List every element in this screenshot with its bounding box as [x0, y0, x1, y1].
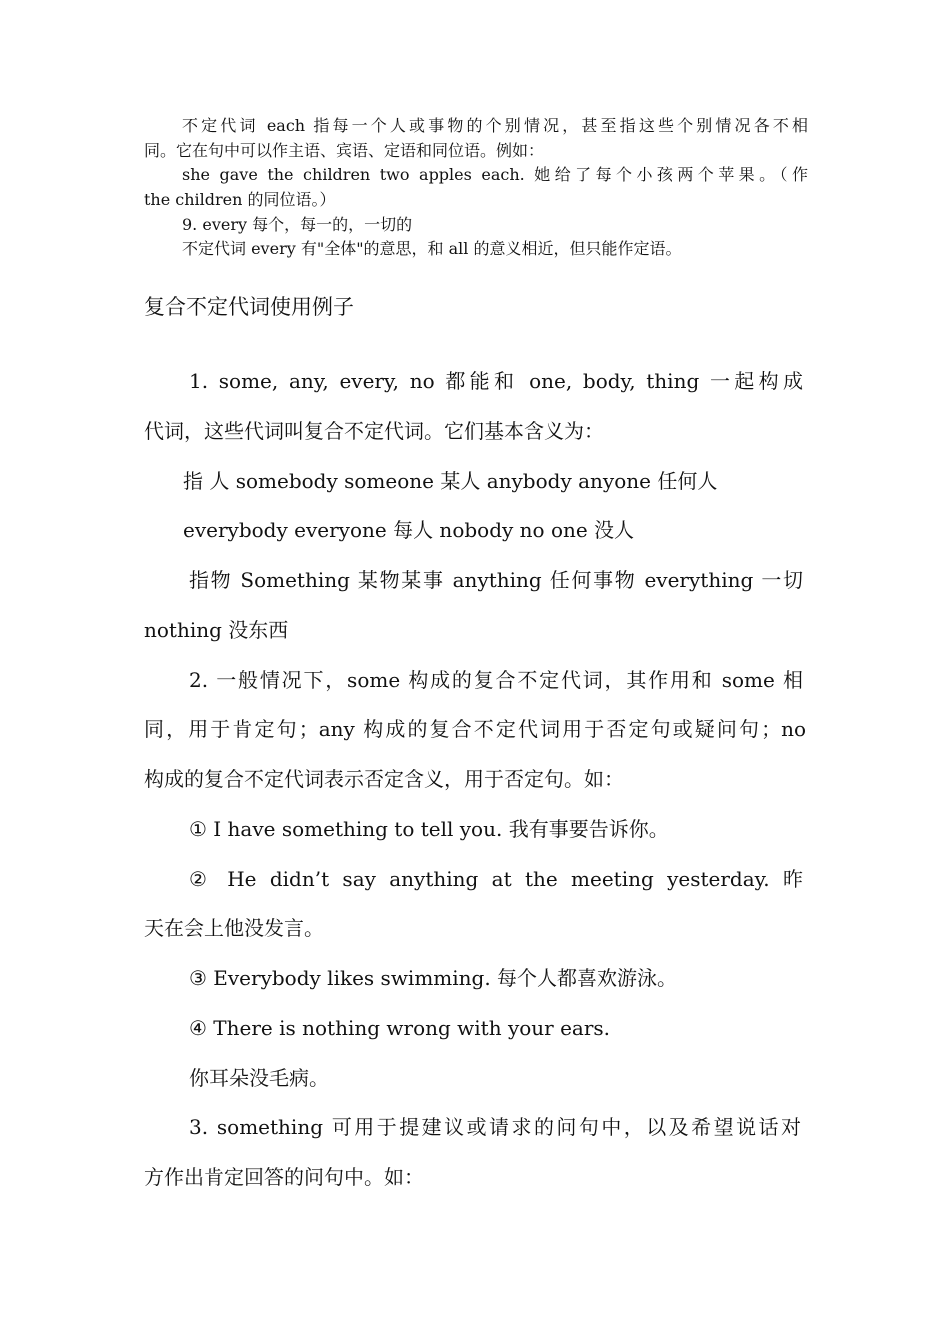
point-2-line-1: 2. 一般情况下，some 构成的复合不定代词，其作用和 some 相	[189, 668, 803, 692]
example-2-line-1: ② He didn’t say anything at the meeting yesterday. 昨	[189, 867, 803, 891]
example-2-line-2: 天在会上他没发言。	[144, 916, 324, 940]
point-2-line-2: 同，用于肯定句；any 构成的复合不定代词用于否定句或疑问句；no	[144, 717, 806, 741]
point-2-line-3: 构成的复合不定代词表示否定含义，用于否定句。如：	[144, 767, 624, 791]
paragraph-each-line-2: 同。它在句中可以作主语、宾语、定语和同位语。例如：	[144, 141, 545, 160]
thing-pronouns-line-1: 指物 Something 某物某事 anything 任何事物 everything 一切	[189, 568, 803, 592]
point-3-line-1: 3. something 可用于提建议或请求的问句中，以及希望说话对	[189, 1115, 801, 1139]
example-4-line-1: ④ There is nothing wrong with your ears.	[189, 1016, 611, 1040]
example-each-line-2: the children 的同位语。）	[144, 190, 336, 209]
paragraph-each-line-1: 不定代词 each 指每一个人或事物的个别情况，甚至指这些个别情况各不相	[182, 116, 808, 135]
example-each-line-1: she gave the children two apples each. 她给了每个小孩两个苹果。（作	[182, 165, 808, 184]
people-pronouns-line-2: everybody everyone 每人 nobody no one 没人	[183, 518, 635, 542]
point-1-line-2: 代词，这些代词叫复合不定代词。它们基本含义为：	[144, 419, 604, 443]
people-pronouns-line-1: 指 人 somebody someone 某人 anybody anyone 任何人	[183, 469, 718, 493]
point-1-line-1: 1. some, any, every, no 都能和 one, body, thing 一起构成	[189, 369, 803, 393]
thing-pronouns-line-2: nothing 没东西	[144, 618, 289, 642]
example-3: ③ Everybody likes swimming. 每个人都喜欢游泳。	[189, 966, 678, 990]
example-4-line-2: 你耳朵没毛病。	[189, 1066, 329, 1090]
item-9-every-title: 9. every 每个，每一的，一切的	[182, 215, 413, 234]
paragraph-every: 不定代词 every 有"全体"的意思，和 all 的意义相近，但只能作定语。	[182, 239, 682, 258]
example-1: ① I have something to tell you. 我有事要告诉你。	[189, 817, 669, 841]
section-heading: 复合不定代词使用例子	[144, 295, 354, 319]
point-3-line-2: 方作出肯定回答的问句中。如：	[144, 1165, 424, 1189]
